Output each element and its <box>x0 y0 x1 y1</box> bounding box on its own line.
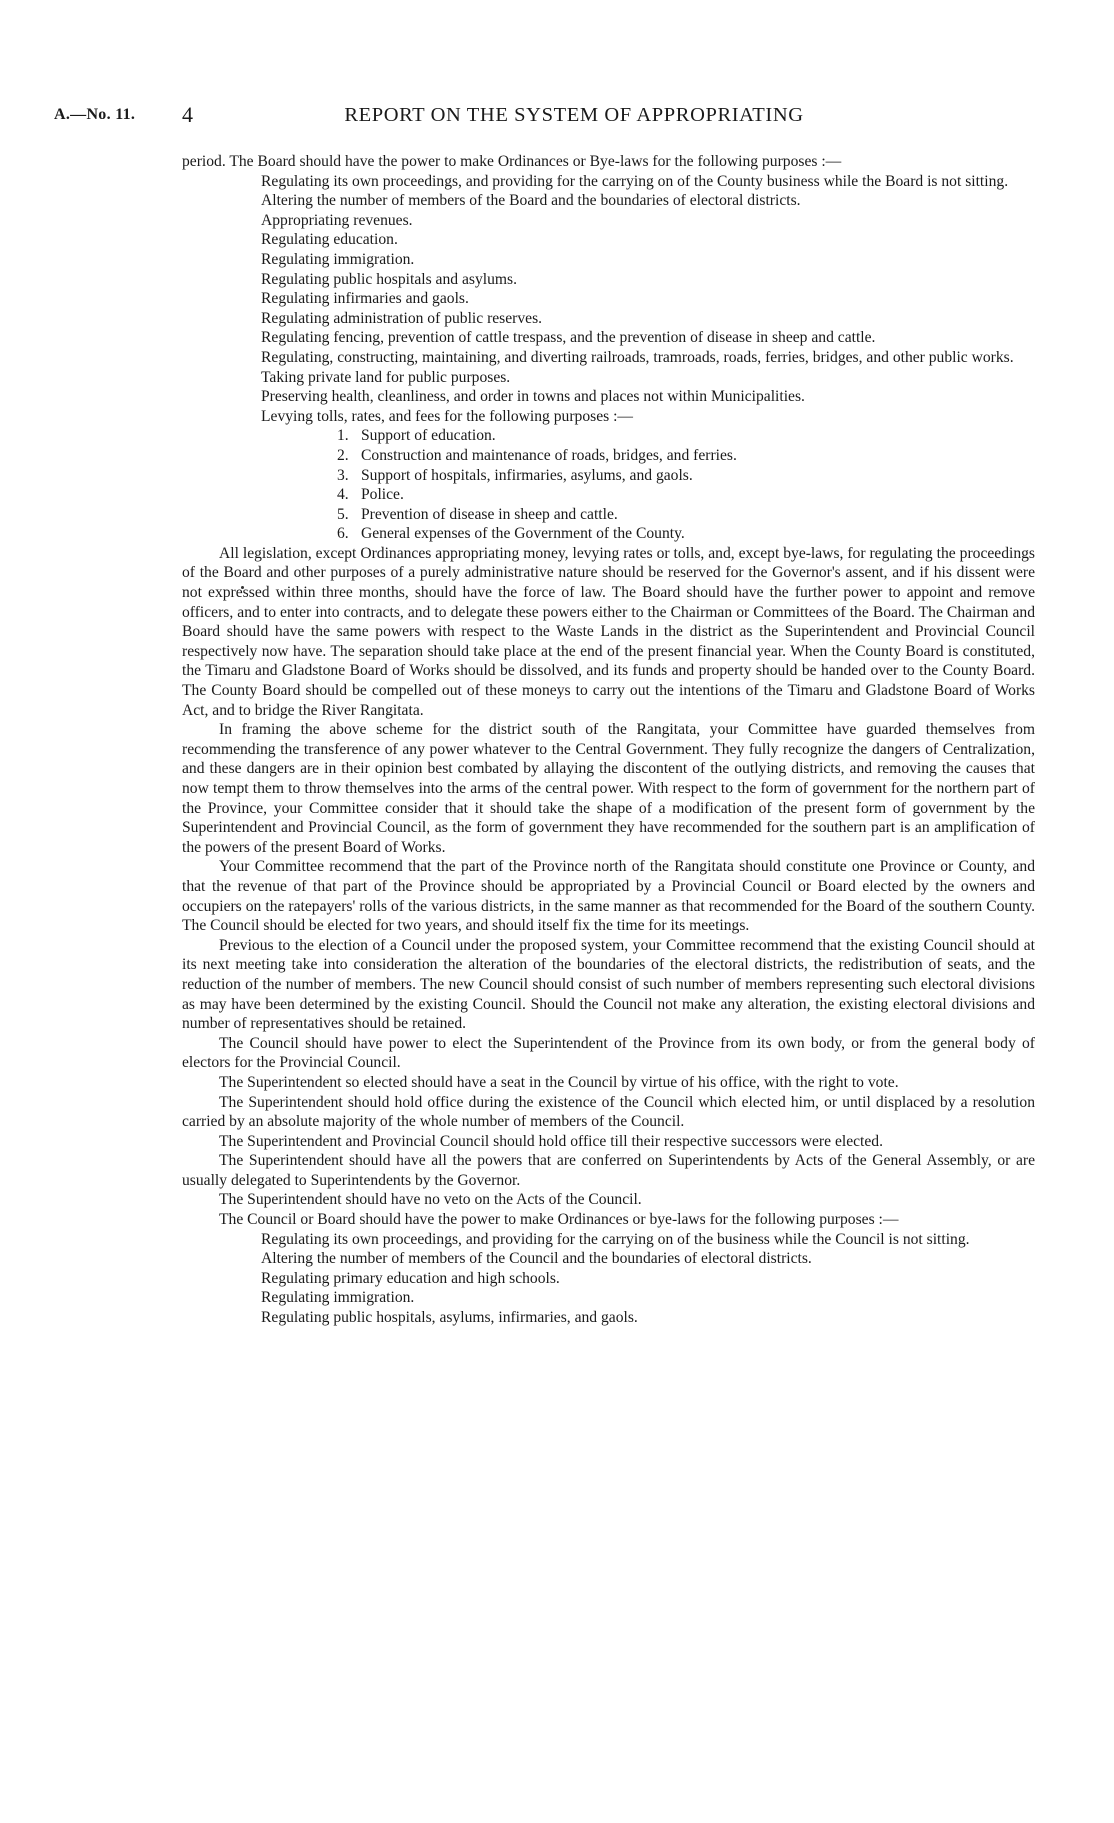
body-paragraph: Previous to the election of a Council under the proposed system, your Committee recommend that the existing Council should at its next meeting take into consideration the alteration of the boundaries of the electoral districts, the redistribution of seats, and the reduction of the number of members. The new Council should consist of such number of members representing such electoral divisions as may have been determined by the existing Council. Should the Council not make any alteration, the existing electoral divisions and number of representatives should be retained. <box>182 936 1035 1033</box>
item-text: General expenses of the Government of the County. <box>361 525 685 543</box>
body-paragraph: Your Committee recommend that the part of the Province north of the Rangitata should constitute one Province or County, and that the revenue of that part of the Province should be appropriated by a Provincial Council or Board elected by the owners and occupiers on the ratepayers' rolls of the various districts, in the same manner as that recommended for the Board of the southern County. The Council should be elected for two years, and should itself fix the time for its meetings. <box>182 858 1035 935</box>
item-text: Construction and maintenance of roads, bridges, and ferries. <box>361 446 737 464</box>
body-paragraph: The Superintendent so elected should have a seat in the Council by virtue of his office, with the right to vote. <box>219 1073 899 1091</box>
list-item <box>337 446 1035 466</box>
item-text: Police. <box>361 486 404 504</box>
body-paragraph: In framing the above scheme for the district south of the Rangitata, your Committee have guarded themselves from recommending the transference of any power whatever to the Central Government. They fully recognize the dangers of Centralization, and these dangers are in their opinion best combated by allaying the discontent of the outlying districts, and removing the causes that now tempt them to throw themselves into the arms of the central power. With respect to the form of government for the northern part of the Province, your Committee consider that it should take the shape of a modification of the present form of government by the Superintendent and Provincial Council, as the form of government they have recommended for the southern part is an amplification of the powers of the present Board of Works. <box>182 721 1035 856</box>
item-number: 1. <box>337 427 349 445</box>
list-item <box>337 505 1035 525</box>
list-item: Regulating education. <box>261 231 398 249</box>
page-number: 4 <box>182 102 193 127</box>
list-item: Regulating, constructing, maintaining, and diverting railroads, tramroads, roads, ferries, bridges, and other public works. <box>261 348 1014 366</box>
list-item: Regulating immigration. <box>261 1289 415 1307</box>
list-item: Regulating fencing, prevention of cattle trespass, and the prevention of disease in sheep and cattle. <box>261 329 876 347</box>
list-item: Altering the number of members of the Board and the boundaries of electoral districts. <box>261 192 801 210</box>
list-item: Taking private land for public purposes. <box>261 368 511 386</box>
list-item <box>337 426 1035 446</box>
board-purposes-list <box>182 172 1035 427</box>
report-body <box>182 152 1035 1328</box>
running-title: REPORT ON THE SYSTEM OF APPROPRIATING <box>344 104 804 126</box>
council-purposes-list <box>182 1230 1035 1328</box>
page-header <box>54 104 1054 130</box>
item-number: 4. <box>337 486 349 504</box>
item-text: Prevention of disease in sheep and cattle. <box>361 505 618 523</box>
body-paragraph: The Superintendent and Provincial Council should hold office till their respective successors were elected. <box>219 1132 883 1150</box>
list-item: Altering the number of members of the Council and the boundaries of electoral districts. <box>261 1250 812 1268</box>
list-item <box>337 524 1035 544</box>
levy-purposes-list <box>182 426 1035 544</box>
intro-paragraph: period. The Board should have the power to make Ordinances or Bye-laws for the following purposes :— <box>182 153 842 170</box>
body-paragraph: The Council should have power to elect the Superintendent of the Province from its own body, or from the general body of electors for the Provincial Council. <box>182 1034 1035 1072</box>
list-item: Preserving health, cleanliness, and order in towns and places not within Municipalities. <box>261 388 805 406</box>
list-item: Levying tolls, rates, and fees for the following purposes :— <box>261 407 634 425</box>
list-item: Regulating primary education and high schools. <box>261 1269 560 1287</box>
list-item: Regulating public hospitals and asylums. <box>261 270 517 288</box>
body-paragraph: The Superintendent should hold office during the existence of the Council which elected him, or until displaced by a resolution carried by an absolute majority of the whole number of members of the Council. <box>182 1093 1035 1131</box>
item-text: Support of education. <box>361 427 496 445</box>
item-text: Support of hospitals, infirmaries, asylums, and gaols. <box>361 466 693 484</box>
body-paragraph: The Council or Board should have the power to make Ordinances or bye-laws for the following purposes :— <box>219 1211 899 1229</box>
item-number: 3. <box>337 466 349 484</box>
item-number: 5. <box>337 505 349 523</box>
list-item <box>337 466 1035 486</box>
list-item: Regulating immigration. <box>261 250 415 268</box>
item-number: 2. <box>337 446 349 464</box>
list-item: Appropriating revenues. <box>261 211 413 229</box>
body-paragraph: The Superintendent should have all the powers that are conferred on Superintendents by Acts of the General Assembly, or are usually delegated to Superintendents by the Governor. <box>182 1152 1035 1189</box>
list-item: Regulating infirmaries and gaols. <box>261 290 469 308</box>
list-item: Regulating administration of public reserves. <box>261 309 543 327</box>
body-paragraph: The Superintendent should have no veto on the Acts of the Council. <box>219 1191 642 1209</box>
document-reference: A.—No. 11. <box>54 106 136 123</box>
list-item: Regulating its own proceedings, and providing for the carrying on of the business while the Council is not sitting. <box>261 1230 970 1248</box>
list-item <box>337 485 1035 505</box>
list-item: Regulating public hospitals, asylums, infirmaries, and gaols. <box>261 1309 638 1327</box>
item-number: 6. <box>337 525 349 543</box>
body-paragraph: All legislation, except Ordinances appropriating money, levying rates or tolls, and, except bye-laws, for regulating the proceedings of the Board and other purposes of a purely administrative nature should be reserved for the Governor's assent, and if his dissent were not expressed within three months, should have the force of law. The Board should have the further power to appoint and remove officers, and to enter into contracts, and to delegate these powers either to the Chairman or Committees of the Board. The Chairman and Board should have the same powers with respect to the Waste Lands in the district as the Superintendent and Provincial Council respectively now have. The separation should take place at the end of the present financial year. When the County Board is constituted, the Timaru and Gladstone Board of Works should be dissolved, and its funds and property should be handed over to the County Board. The County Board should be compelled out of these moneys to carry out the intentions of the Timaru and Gladstone Board of Works Act, and to bridge the River Rangitata. <box>182 544 1035 719</box>
list-item: Regulating its own proceedings, and providing for the carrying on of the County business while the Board is not sitting. <box>261 172 1009 190</box>
